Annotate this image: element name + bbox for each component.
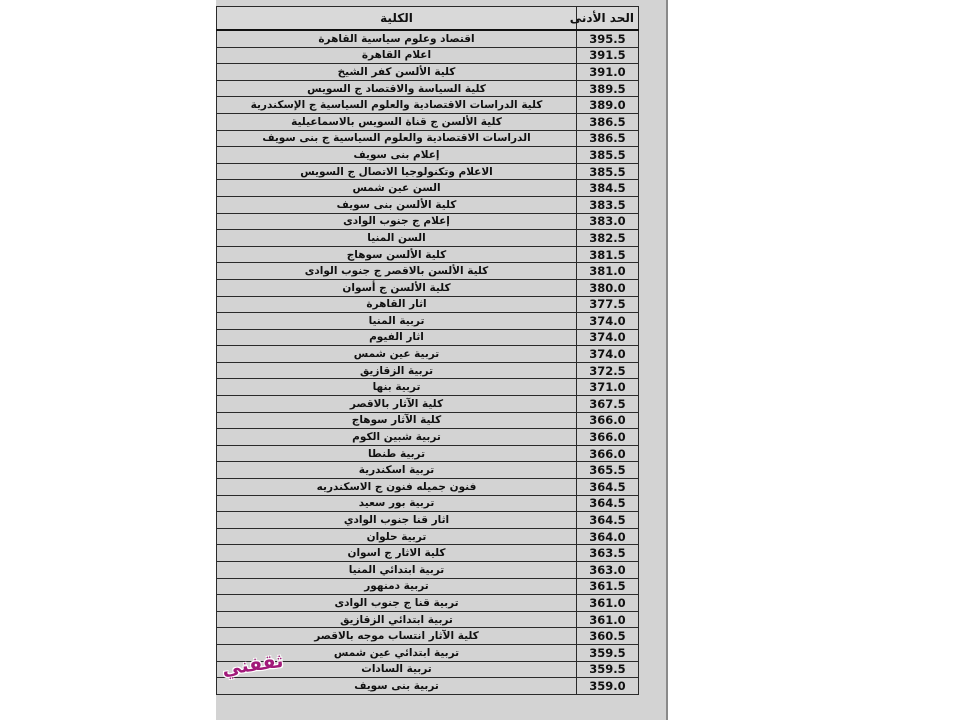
min-score-cell: 374.0 xyxy=(577,313,639,330)
table-row xyxy=(217,97,639,114)
college-name-cell: كلية الاثار ج اسوان xyxy=(217,545,577,562)
min-score-cell: 364.5 xyxy=(577,495,639,512)
min-score-cell: 366.0 xyxy=(577,412,639,429)
min-score-cell: 383.5 xyxy=(577,196,639,213)
college-name-cell: الاعلام وتكنولوجيا الاتصال ج السويس xyxy=(217,163,577,180)
college-name-cell: الدراسات الاقتصادية والعلوم السياسية ج بنى سويف xyxy=(217,130,577,147)
table-header-row xyxy=(217,7,639,31)
min-score-cell: 377.5 xyxy=(577,296,639,313)
table-row xyxy=(217,296,639,313)
min-score-cell: 395.5 xyxy=(577,30,639,47)
min-score-cell: 386.5 xyxy=(577,113,639,130)
college-name-cell: كلية الألسن ج قناة السويس بالاسماعيلية xyxy=(217,113,577,130)
college-name-cell: تربية ابتدائي الزقازيق xyxy=(217,611,577,628)
min-score-cell: 386.5 xyxy=(577,130,639,147)
table-row xyxy=(217,196,639,213)
college-name-cell: كلية الألسن بالاقصر ج جنوب الوادى xyxy=(217,263,577,280)
table-row xyxy=(217,163,639,180)
college-name-cell: إعلام ج جنوب الوادى xyxy=(217,213,577,230)
college-name-cell: تربية ابتدائي المنيا xyxy=(217,562,577,579)
min-score-cell: 359.5 xyxy=(577,661,639,678)
table-row xyxy=(217,462,639,479)
table-row xyxy=(217,80,639,97)
college-name-cell: تربية ابتدائي عين شمس xyxy=(217,644,577,661)
min-score-cell: 366.0 xyxy=(577,429,639,446)
college-name-cell: تربية بنها xyxy=(217,379,577,396)
min-score-cell: 391.5 xyxy=(577,47,639,64)
college-name-cell: كلية السياسة والاقتصاد ج السويس xyxy=(217,80,577,97)
min-score-cell: 360.5 xyxy=(577,628,639,645)
college-name-cell: تربية قنا ج جنوب الوادى xyxy=(217,595,577,612)
college-name-cell: كلية الألسن بنى سويف xyxy=(217,196,577,213)
min-score-cell: 363.5 xyxy=(577,545,639,562)
college-name-cell: تربية دمنهور xyxy=(217,578,577,595)
college-name-cell: تربية بور سعيد xyxy=(217,495,577,512)
min-score-cell: 389.0 xyxy=(577,97,639,114)
college-name-cell: كلية الألسن ج أسوان xyxy=(217,279,577,296)
table-row xyxy=(217,578,639,595)
table-row xyxy=(217,213,639,230)
min-score-cell: 383.0 xyxy=(577,213,639,230)
table-row xyxy=(217,263,639,280)
table-row xyxy=(217,545,639,562)
table-row xyxy=(217,130,639,147)
table-body xyxy=(217,30,639,694)
table-row xyxy=(217,528,639,545)
college-name-cell: تربية شبين الكوم xyxy=(217,429,577,446)
min-score-cell: 371.0 xyxy=(577,379,639,396)
college-name-cell: تربية الزقازيق xyxy=(217,362,577,379)
min-score-cell: 384.5 xyxy=(577,180,639,197)
min-score-cell: 381.5 xyxy=(577,246,639,263)
table-row xyxy=(217,329,639,346)
college-name-cell: اثار القاهرة xyxy=(217,296,577,313)
header-college: الكلية xyxy=(217,7,577,31)
table-row xyxy=(217,678,639,695)
table-row xyxy=(217,479,639,496)
min-score-cell: 359.5 xyxy=(577,644,639,661)
table-row xyxy=(217,495,639,512)
college-name-cell: فنون جميله فنون ج الاسكندريه xyxy=(217,479,577,496)
min-score-cell: 385.5 xyxy=(577,163,639,180)
min-score-cell: 361.5 xyxy=(577,578,639,595)
college-name-cell: إعلام بنى سويف xyxy=(217,147,577,164)
table-row xyxy=(217,279,639,296)
table-row xyxy=(217,611,639,628)
table-row xyxy=(217,147,639,164)
table-row xyxy=(217,562,639,579)
table-row xyxy=(217,628,639,645)
table-row xyxy=(217,30,639,47)
min-score-cell: 365.5 xyxy=(577,462,639,479)
header-min-score: الحد الأدنى xyxy=(577,7,639,31)
table-row xyxy=(217,180,639,197)
college-name-cell: كلية الآثار بالاقصر xyxy=(217,396,577,413)
min-score-cell: 363.0 xyxy=(577,562,639,579)
min-score-cell: 374.0 xyxy=(577,329,639,346)
min-score-cell: 389.5 xyxy=(577,80,639,97)
table-row xyxy=(217,362,639,379)
table-row xyxy=(217,64,639,81)
min-score-cell: 382.5 xyxy=(577,230,639,247)
table-row xyxy=(217,445,639,462)
college-name-cell: تربية عين شمس xyxy=(217,346,577,363)
min-score-cell: 380.0 xyxy=(577,279,639,296)
table-row xyxy=(217,595,639,612)
college-name-cell: تربية المنيا xyxy=(217,313,577,330)
college-name-cell: اثار قنا جنوب الوادي xyxy=(217,512,577,529)
college-name-cell: تربية طنطا xyxy=(217,445,577,462)
college-name-cell: تربية حلوان xyxy=(217,528,577,545)
table-row xyxy=(217,230,639,247)
table-row xyxy=(217,246,639,263)
college-name-cell: تربية اسكندرية xyxy=(217,462,577,479)
table-row xyxy=(217,313,639,330)
min-score-cell: 372.5 xyxy=(577,362,639,379)
table-row xyxy=(217,379,639,396)
site-watermark-logo: ثقفني xyxy=(220,649,285,681)
table-row xyxy=(217,47,639,64)
table-row xyxy=(217,512,639,529)
min-score-cell: 367.5 xyxy=(577,396,639,413)
college-name-cell: تربية السادات xyxy=(217,661,577,678)
min-score-cell: 361.0 xyxy=(577,595,639,612)
min-score-cell: 364.0 xyxy=(577,528,639,545)
min-score-cell: 364.5 xyxy=(577,512,639,529)
sheet-edge-divider xyxy=(666,0,668,720)
min-score-cell: 381.0 xyxy=(577,263,639,280)
min-score-cell: 391.0 xyxy=(577,64,639,81)
college-name-cell: السن المنيا xyxy=(217,230,577,247)
college-name-cell: كلية الآثار سوهاج xyxy=(217,412,577,429)
min-score-cell: 374.0 xyxy=(577,346,639,363)
min-score-cell: 361.0 xyxy=(577,611,639,628)
min-score-cell: 359.0 xyxy=(577,678,639,695)
college-name-cell: كلية الألسن كفر الشيخ xyxy=(217,64,577,81)
min-score-cell: 364.5 xyxy=(577,479,639,496)
table-row xyxy=(217,346,639,363)
college-name-cell: اعلام القاهرة xyxy=(217,47,577,64)
admission-scores-table xyxy=(216,6,639,695)
spreadsheet-image xyxy=(216,0,666,720)
min-score-cell: 385.5 xyxy=(577,147,639,164)
table-row xyxy=(217,429,639,446)
college-name-cell: كلية الألسن سوهاج xyxy=(217,246,577,263)
college-name-cell: السن عين شمس xyxy=(217,180,577,197)
college-name-cell: تربية بنى سويف xyxy=(217,678,577,695)
college-name-cell: كلية الآثار انتساب موجه بالاقصر xyxy=(217,628,577,645)
min-score-cell: 366.0 xyxy=(577,445,639,462)
college-name-cell: اثار الفيوم xyxy=(217,329,577,346)
college-name-cell: اقتصاد وعلوم سياسية القاهرة xyxy=(217,30,577,47)
college-name-cell: كلية الدراسات الاقتصادية والعلوم السياسية ج الإسكندرية xyxy=(217,97,577,114)
table-row xyxy=(217,396,639,413)
table-row xyxy=(217,113,639,130)
table-row xyxy=(217,412,639,429)
